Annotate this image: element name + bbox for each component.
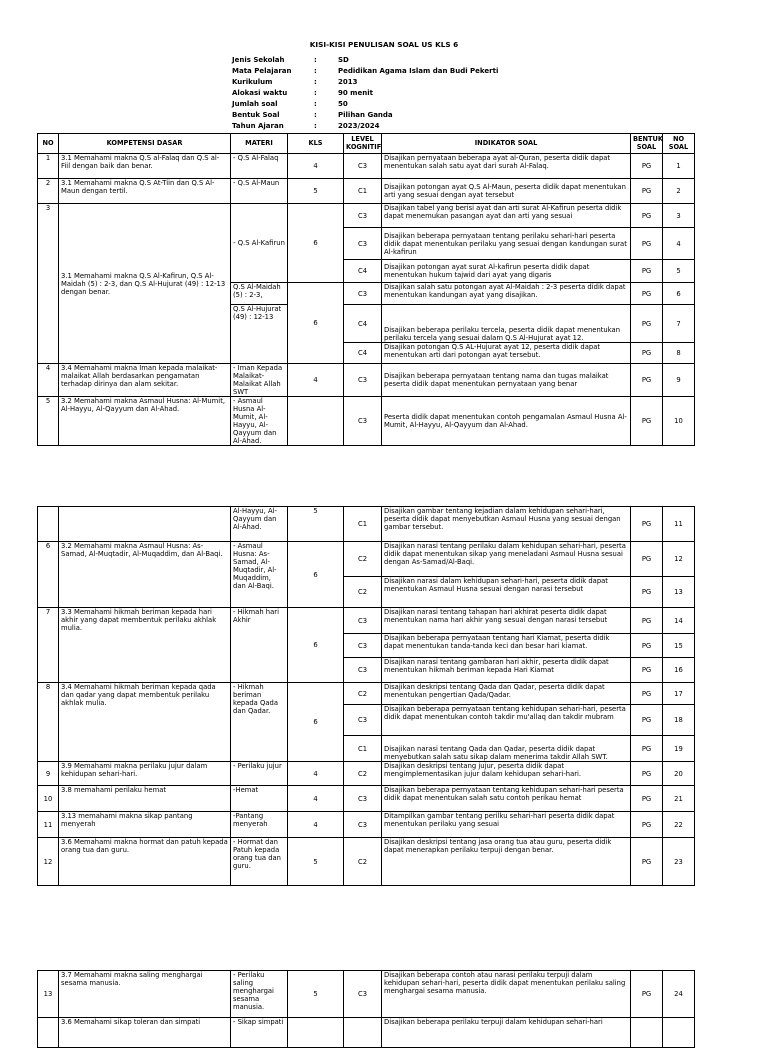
header-indikator-soal: INDIKATOR SOAL (382, 134, 631, 154)
cell-level: C3 (344, 634, 382, 658)
cell-no-soal (663, 1018, 695, 1048)
cell-bentuk: PG (631, 762, 663, 786)
cell-bentuk: PG (631, 228, 663, 260)
cell-materi: - Iman Kepada Malaikat-Malaikat Allah SWT (231, 364, 288, 397)
cell-no: 4 (38, 364, 59, 397)
info-key: Tahun Ajaran (232, 121, 284, 130)
cell-indikator: Disajikan narasi dalam kehidupan sehari-hari, peserta didik dapat menentukan Asmaul Husna sesuai dengan narasi tersebut (382, 577, 631, 608)
cell-kls: 5 (288, 507, 344, 542)
cell-materi: Q.S Al-Maidah (5) : 2-3, (231, 283, 288, 305)
cell-no-soal: 5 (663, 260, 695, 283)
info-colon: : (314, 88, 317, 97)
info-key: Alokasi waktu (232, 88, 288, 97)
cell-materi: - Asmaul Husna: As-Samad, Al-Muqtadir, Al-Muqaddim, dan Al-Baqi. (231, 542, 288, 608)
info-colon: : (314, 110, 317, 119)
cell-level: C4 (344, 260, 382, 283)
cell-bentuk: PG (631, 154, 663, 179)
cell-indikator: Disajikan beberapa perilaku tercela, peserta didik dapat menentukan perilaku tercela yang sesuai dalam Q.S Al-Hujurat ayat 12. (382, 305, 631, 343)
header-bentuk-soal: BENTUK SOAL (631, 134, 663, 154)
cell-bentuk: PG (631, 397, 663, 446)
cell-no-soal: 9 (663, 364, 695, 397)
cell-no: 1 (38, 154, 59, 179)
cell-level: C3 (344, 228, 382, 260)
cell-no-soal: 22 (663, 812, 695, 838)
cell-indikator: Disajikan beberapa contoh atau narasi perilaku terpuji dalam kehidupan sehari-hari, peserta didik dapat menentukan perilaku saling menghargai sesama manusia. (382, 971, 631, 1018)
info-colon: : (314, 55, 317, 64)
cell-no-soal: 23 (663, 838, 695, 886)
cell-no: 5 (38, 397, 59, 446)
cell-kompetensi: 3.1 Memahami makna Q.S At-Tiin dan Q.S Al-Maun dengan tertil. (59, 179, 231, 204)
cell-level: C4 (344, 305, 382, 343)
cell-indikator: Disajikan deskripsi tentang jasa orang tua atau guru, peserta didik dapat menerapkan perilaku terpuji dengan benar. (382, 838, 631, 886)
cell-level: C3 (344, 204, 382, 228)
cell-no: 8 (38, 683, 59, 762)
cell-no: 11 (38, 812, 59, 838)
cell-no: 9 (38, 762, 59, 786)
info-key: Bentuk Soal (232, 110, 280, 119)
cell-no-soal: 12 (663, 542, 695, 577)
info-colon: : (314, 121, 317, 130)
cell-kls: 6 (288, 542, 344, 608)
header-materi: MATERI (231, 134, 288, 154)
header-kompetensi-dasar: KOMPETENSI DASAR (59, 134, 231, 154)
cell-bentuk: PG (631, 786, 663, 812)
cell-bentuk: PG (631, 705, 663, 736)
cell-kompetensi: 3.1 Memahami makna Q.S Al-Kafirun, Q.S Al-Maidah (5) : 2-3, dan Q.S Al-Hujurat (49) : 12-13 dengan benar. (59, 204, 231, 364)
info-value: Pilihan Ganda (338, 110, 393, 119)
cell-level: C3 (344, 971, 382, 1018)
cell-level: C2 (344, 838, 382, 886)
cell-level: C3 (344, 705, 382, 736)
cell-level: C3 (344, 364, 382, 397)
cell-indikator: Disajikan gambar tentang kejadian dalam kehidupan sehari-hari, peserta didik dapat menyebutkan Asmaul Husna yang sesuai dengan gambar tersebut. (382, 507, 631, 542)
cell-indikator: Disajikan beberapa pernyataan tentang nama dan tugas malaikat peserta didik dapat menentukan pernyataan yang benar (382, 364, 631, 397)
cell-indikator: Disajikan narasi tentang tahapan hari akhirat peserta didik dapat menentukan nama hari akhir yang sesuai dengan narasi tersebut (382, 608, 631, 634)
cell-no-soal: 6 (663, 283, 695, 305)
cell-kompetensi: 3.4 Memahami makna Iman kepada malaikat-malaikat Allah berdasarkan pengamatan terhadap dirinya dan alam sekitar. (59, 364, 231, 397)
table-row (38, 971, 695, 1018)
info-key: Mata Pelajaran (232, 66, 292, 75)
header-kls: KLS (288, 134, 344, 154)
cell-kompetensi: 3.6 Memahami sikap toleran dan simpati (59, 1018, 231, 1048)
document-title: KISI-KISI PENULISAN SOAL US KLS 6 (309, 40, 459, 49)
cell-level: C1 (344, 507, 382, 542)
cell-no (38, 1018, 59, 1048)
cell-kls: 6 (288, 608, 344, 683)
cell-level: C3 (344, 154, 382, 179)
cell-level: C2 (344, 762, 382, 786)
cell-materi: - Q.S Al-Kafirun (231, 204, 288, 283)
cell-bentuk: PG (631, 736, 663, 762)
cell-no: 10 (38, 786, 59, 812)
cell-bentuk: PG (631, 608, 663, 634)
cell-kompetensi: 3.13 memahami makna sikap pantang menyerah (59, 812, 231, 838)
cell-bentuk: PG (631, 343, 663, 364)
info-key: Kurikulum (232, 77, 273, 86)
cell-indikator: Disajikan beberapa pernyataan tentang kehidupan sehari-hari peserta didik dapat menentukan salah satu contoh perikau hemat (382, 786, 631, 812)
cell-kls: 4 (288, 812, 344, 838)
cell-kls: 6 (288, 683, 344, 762)
cell-level (344, 1018, 382, 1048)
cell-materi: - Asmaul Husna Al-Mumit, Al-Hayyu, Al-Qayyum dan Al-Ahad. (231, 397, 288, 446)
cell-indikator: Disajikan salah satu potongan ayat Al-Maidah : 2-3 peserta didik dapat menentukan kandungan ayat yang disajikan. (382, 283, 631, 305)
cell-bentuk: PG (631, 283, 663, 305)
info-colon: : (314, 77, 317, 86)
info-value: Pedidikan Agama Islam dan Budi Pekerti (338, 66, 499, 75)
cell-bentuk: PG (631, 179, 663, 204)
cell-bentuk: PG (631, 542, 663, 577)
cell-level: C3 (344, 786, 382, 812)
cell-materi: -Hemat (231, 786, 288, 812)
cell-no: 13 (38, 971, 59, 1018)
cell-no-soal: 13 (663, 577, 695, 608)
cell-kompetensi: 3.8 memahami perilaku hemat (59, 786, 231, 812)
info-value: 50 (338, 99, 348, 108)
cell-materi: - Hormat dan Patuh kepada orang tua dan guru. (231, 838, 288, 886)
cell-no-soal: 11 (663, 507, 695, 542)
info-colon: : (314, 99, 317, 108)
cell-materi: - Perilaku saling menghargai sesama manusia. (231, 971, 288, 1018)
header-no-soal: NO SOAL (663, 134, 695, 154)
cell-indikator: Disajikan deskripsi tentang Qada dan Qadar, peserta didik dapat menentukan pengertian Qada/Qadar. (382, 683, 631, 705)
cell-level: C1 (344, 736, 382, 762)
cell-indikator: Disajikan deskripsi tentang jujur, peserta didik dapat mengimplementasikan jujur dalam kehidupan sehari-hari. (382, 762, 631, 786)
cell-indikator: Disajikan beberapa pernyataan tentang perilaku sehari-hari peserta didik dapat menentukan perilaku yang sesuai dengan kandungan surat Al-kafirun (382, 228, 631, 260)
cell-bentuk: PG (631, 364, 663, 397)
cell-indikator: Disajikan narasi tentang Qada dan Qadar, peserta didik dapat menyebutkan salah satu sikap dalam menerima takdir Allah SWT. (382, 736, 631, 762)
cell-level: C3 (344, 283, 382, 305)
cell-bentuk: PG (631, 260, 663, 283)
cell-no: 3 (38, 204, 59, 364)
cell-indikator: Disajikan narasi tentang perilaku dalam kehidupan sehari-hari, peserta didik dapat menentukan sikap yang meneladani Asmaul Husna sesuai dengan As-Samad/Al-Baqi. (382, 542, 631, 577)
cell-level: C1 (344, 179, 382, 204)
cell-no-soal: 16 (663, 658, 695, 683)
cell-kompetensi: 3.9 Memahami makna perilaku jujur dalam kehidupan sehari-hari. (59, 762, 231, 786)
cell-no-soal: 20 (663, 762, 695, 786)
cell-kls: 4 (288, 762, 344, 786)
table-row (38, 1018, 695, 1048)
cell-bentuk: PG (631, 971, 663, 1018)
cell-bentuk: PG (631, 683, 663, 705)
cell-materi: -Pantang menyerah (231, 812, 288, 838)
cell-level: C2 (344, 577, 382, 608)
cell-kompetensi: 3.3 Memahami hikmah beriman kepada hari akhir yang dapat membentuk perilaku akhlak mulia. (59, 608, 231, 683)
cell-bentuk: PG (631, 204, 663, 228)
cell-indikator: Disajikan beberapa pernyataan tentang hari Kiamat, peserta didik dapat menentukan tanda-tanda keci dan besar hari kiamat. (382, 634, 631, 658)
cell-indikator: Disajikan tabel yang berisi ayat dan arti surat Al-Kafirun peserta didik dapat menemukan pasangan ayat dan arti yang sesuai (382, 204, 631, 228)
info-value: SD (338, 55, 349, 64)
cell-kls (288, 1018, 344, 1048)
cell-no-soal: 21 (663, 786, 695, 812)
cell-bentuk: PG (631, 812, 663, 838)
info-colon: : (314, 66, 317, 75)
cell-bentuk: PG (631, 838, 663, 886)
cell-materi: - Perilaku jujur (231, 762, 288, 786)
cell-kompetensi: 3.2 Memahami makna Asmaul Husna: Al-Mumit, Al-Hayyu, Al-Qayyum dan Al-Ahad. (59, 397, 231, 446)
info-value: 2013 (338, 77, 358, 86)
cell-materi: - Q.S Al-Maun (231, 179, 288, 204)
cell-materi: - Sikap simpati (231, 1018, 288, 1048)
cell-no: 2 (38, 179, 59, 204)
cell-no-soal: 3 (663, 204, 695, 228)
cell-indikator: Ditampilkan gambar tentang perilku sehari-hari peserta didik dapat menentukan perilaku yang sesuai (382, 812, 631, 838)
cell-indikator: Disajikan potongan Q.S AL-Hujurat ayat 12, peserta didik dapat menentukan arti dari potongan ayat tersebut. (382, 343, 631, 364)
cell-kls: 5 (288, 971, 344, 1018)
cell-level: C3 (344, 608, 382, 634)
cell-kompetensi: 3.4 Memahami hikmah beriman kepada qada dan qadar yang dapat membentuk perilaku akhlak mulia. (59, 683, 231, 762)
cell-bentuk: PG (631, 577, 663, 608)
cell-level: C4 (344, 343, 382, 364)
cell-no-soal: 4 (663, 228, 695, 260)
cell-no-soal: 1 (663, 154, 695, 179)
info-value: 2023/2024 (338, 121, 380, 130)
cell-no-soal: 19 (663, 736, 695, 762)
cell-indikator: Disajikan potongan ayat surat Al-kafirun peserta didik dapat menentukan hukum tajwid dari ayat yang digaris (382, 260, 631, 283)
cell-materi: Al-Hayyu, Al-Qayyum dan Al-Ahad. (231, 507, 288, 542)
cell-level: C3 (344, 397, 382, 446)
cell-kls: 6 (288, 283, 344, 364)
grid-table-page-3 (37, 970, 695, 1048)
cell-level: C2 (344, 542, 382, 577)
header-level-kognitif: LEVEL KOGNITIF (344, 134, 382, 154)
cell-kompetensi: 3.6 Memahami makna hormat dan patuh kepada orang tua dan guru. (59, 838, 231, 886)
cell-no-soal: 24 (663, 971, 695, 1018)
cell-kls: 4 (288, 364, 344, 397)
cell-level: C3 (344, 812, 382, 838)
info-key: Jenis Sekolah (232, 55, 285, 64)
cell-kompetensi: 3.1 Memahami makna Q.S al-Falaq dan Q.S al-Fiil dengan baik dan benar. (59, 154, 231, 179)
cell-indikator: Disajikan narasi tentang gambaran hari akhir, peserta didik dapat menentukan hikmah beriman kepada Hari Kiamat (382, 658, 631, 683)
cell-materi: - Q.S Al-Falaq (231, 154, 288, 179)
cell-materi: - Hikmah hari Akhir (231, 608, 288, 683)
cell-no: 12 (38, 838, 59, 886)
cell-bentuk: PG (631, 305, 663, 343)
info-value: 90 menit (338, 88, 373, 97)
cell-kompetensi: 3.2 Memahami makna Asmaul Husna: As-Samad, Al-Muqtadir, Al-Muqaddim, dan Al-Baqi. (59, 542, 231, 608)
cell-indikator: Disajikan beberapa perilaku terpuji dalam kehidupan sehari-hari (382, 1018, 631, 1048)
cell-indikator: Disajikan pernyataan beberapa ayat al-Quran, peserta didik dapat menentukan salah satu ayat dari surah Al-Falaq. (382, 154, 631, 179)
cell-bentuk (631, 1018, 663, 1048)
cell-kls: 4 (288, 786, 344, 812)
cell-no-soal: 2 (663, 179, 695, 204)
cell-no: 6 (38, 542, 59, 608)
cell-bentuk: PG (631, 507, 663, 542)
cell-no-soal: 7 (663, 305, 695, 343)
cell-bentuk: PG (631, 658, 663, 683)
cell-level: C3 (344, 658, 382, 683)
cell-kls: 6 (288, 204, 344, 283)
cell-no-soal: 10 (663, 397, 695, 446)
cell-level: C2 (344, 683, 382, 705)
cell-no-soal: 8 (663, 343, 695, 364)
cell-no-soal: 14 (663, 608, 695, 634)
cell-materi: - Hikmah beriman kepada Qada dan Qadar. (231, 683, 288, 762)
cell-no-soal: 17 (663, 683, 695, 705)
cell-kompetensi: 3.7 Memahami makna saling menghargai sesama manusia. (59, 971, 231, 1018)
header-no: NO (38, 134, 59, 154)
cell-no-soal: 18 (663, 705, 695, 736)
cell-indikator: Disajikan beberapa pernyataan tentang kehidupan sehari-hari, peserta didik dapat menentukan contoh takdir mu'allaq dan takdir mubram (382, 705, 631, 736)
cell-kls: 4 (288, 154, 344, 179)
info-key: Jumlah soal (232, 99, 278, 108)
cell-no: 7 (38, 608, 59, 683)
cell-bentuk: PG (631, 634, 663, 658)
cell-kls: 5 (288, 179, 344, 204)
cell-indikator: Peserta didik dapat menentukan contoh pengamalan Asmaul Husna Al-Mumit, Al-Hayyu, Al-Qayyum dan Al-Ahad. (382, 397, 631, 446)
cell-materi: Q.S Al-Hujurat (49) : 12-13 (231, 305, 288, 364)
cell-kls: 5 (288, 838, 344, 886)
cell-indikator: Disajikan potongan ayat Q.S Al-Maun, peserta didik dapat menentukan arti yang sesuai dengan ayat tersebut (382, 179, 631, 204)
cell-no-soal: 15 (663, 634, 695, 658)
